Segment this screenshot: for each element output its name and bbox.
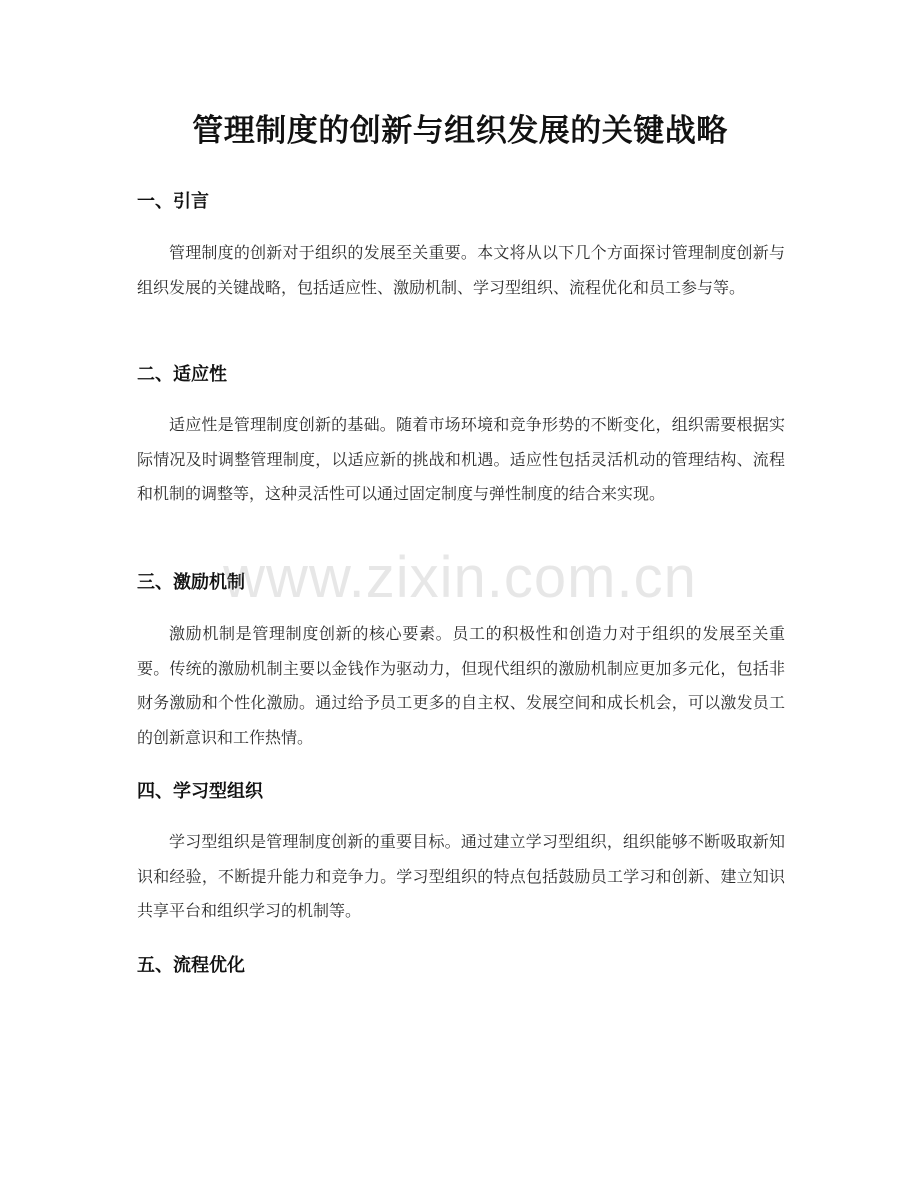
section-heading-adaptability: 二、适应性 [137,364,227,385]
section-paragraph-introduction: 管理制度的创新对于组织的发展至关重要。本文将从以下几个方面探讨管理制度创新与组织发展的关键战略，包括适应性、激励机制、学习型组织、流程优化和员工参与等。 [137,243,785,297]
section-paragraph-incentive-mechanism: 激励机制是管理制度创新的核心要素。员工的积极性和创造力对于组织的发展至关重要。传统的激励机制主要以金钱作为驱动力，但现代组织的激励机制应更加多元化，包括非财务激励和个性化激励。通过给予员工更多的自主权、发展空间和成长机会，可以激发员工的创新意识和工作热情。 [137,624,785,747]
document-title: 管理制度的创新与组织发展的关键战略 [192,113,728,149]
watermark-text: www.zixin.com.cn [223,545,697,610]
section-heading-introduction: 一、引言 [137,191,209,212]
section-heading-learning-organization: 四、学习型组织 [137,781,263,802]
section-paragraph-learning-organization: 学习型组织是管理制度创新的重要目标。通过建立学习型组织，组织能够不断吸取新知识和经验，不断提升能力和竞争力。学习型组织的特点包括鼓励员工学习和创新、建立知识共享平台和组织学习的机制等。 [137,832,785,921]
section-heading-process-optimization: 五、流程优化 [137,955,245,976]
section-heading-incentive-mechanism: 三、激励机制 [137,572,245,593]
section-paragraph-adaptability: 适应性是管理制度创新的基础。随着市场环境和竞争形势的不断变化，组织需要根据实际情况及时调整管理制度，以适应新的挑战和机遇。适应性包括灵活机动的管理结构、流程和机制的调整等，这种灵活性可以通过固定制度与弹性制度的结合来实现。 [137,415,785,504]
